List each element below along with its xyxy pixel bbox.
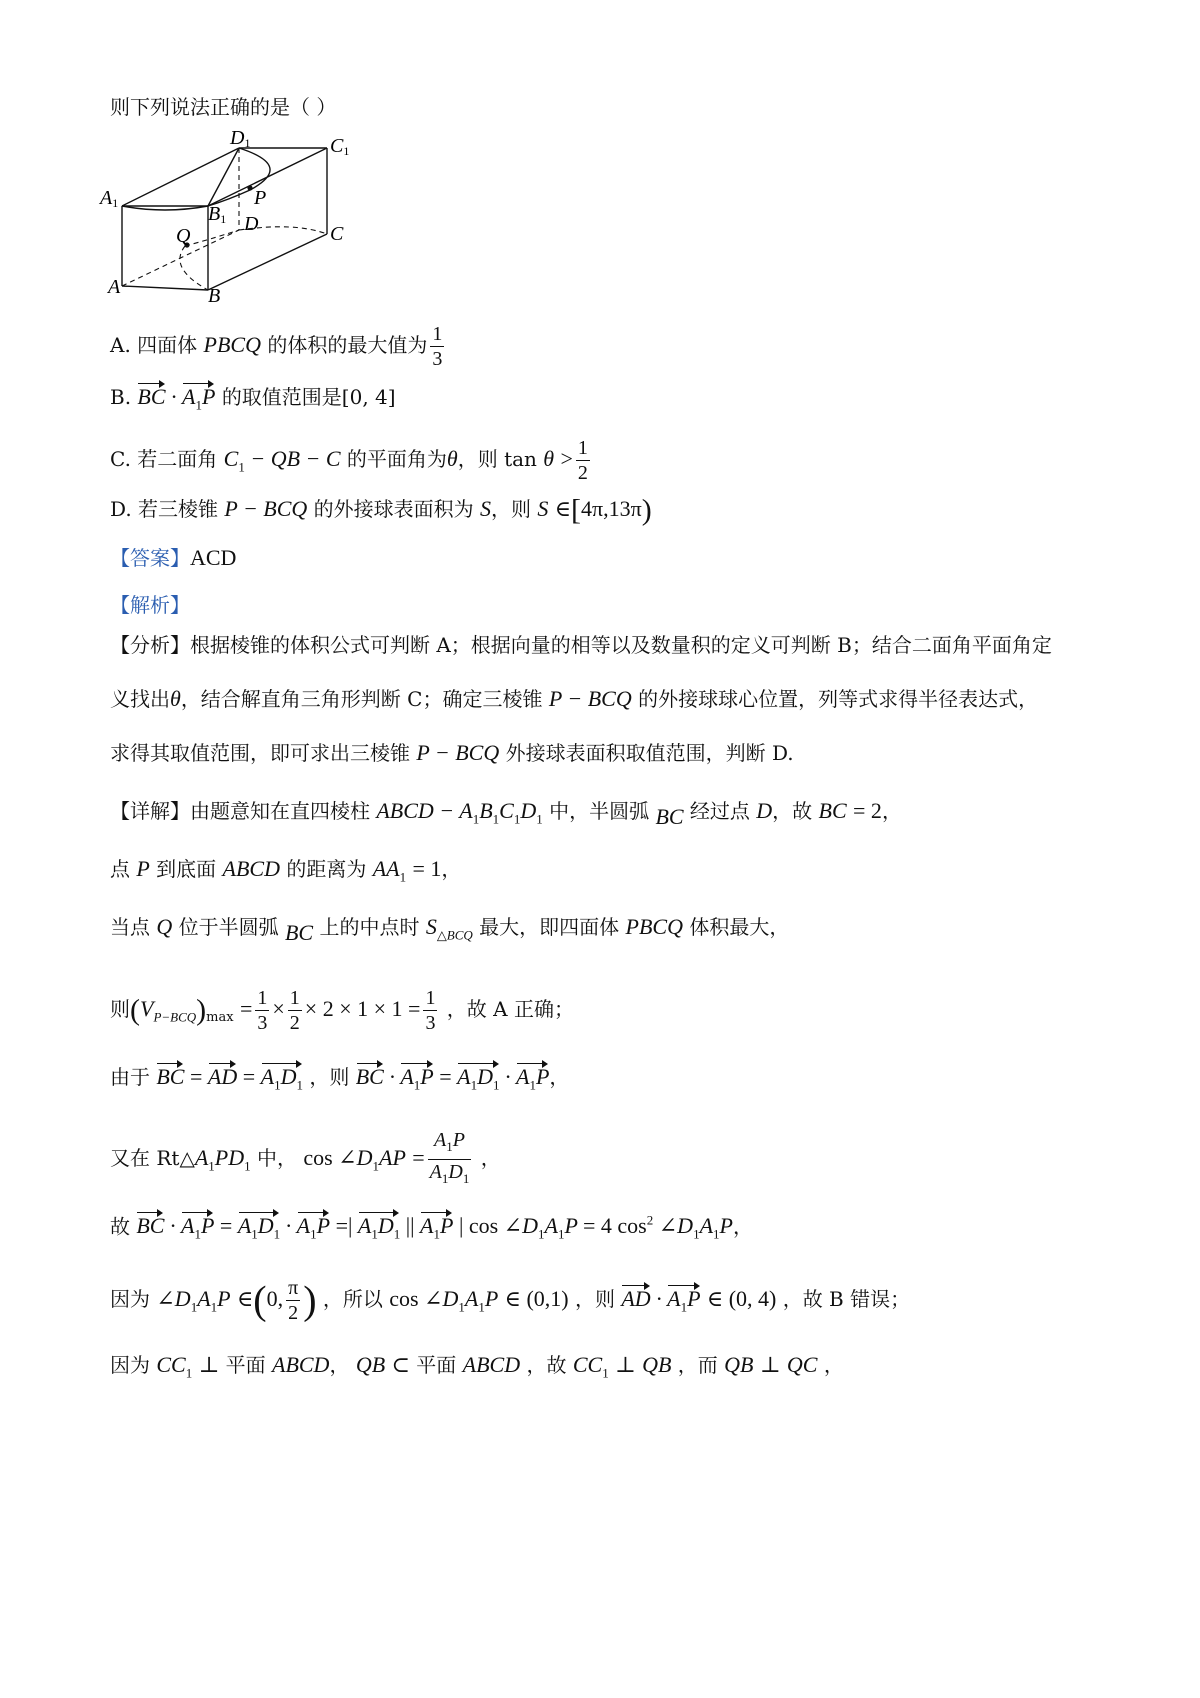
detail-line-7: 故 BC · $A_1P = A_1D_1 \cdot A_1P$ =| $A_1D_1$ || $A_1P$ | $\cos \angle D_1A_1P = 4$ $\cos^2$ $\angle D_1A_1P$，: [110, 1208, 753, 1248]
label-c: C: [330, 223, 344, 245]
detail-line-1: 【详解】由题意知在直四棱柱 ABCD − $A_1B_1C_1D_1$ 中，半圆弧 BC 经过点 D，故 BC = 2，: [110, 798, 902, 829]
detail-line-6: 又在 $Rt\triangle A_1PD_1$ 中， $\cos \angle D_1AP$ = $\frac{A_1P}{A_1D_1}$ ，: [110, 1129, 501, 1186]
analysis-heading: 【解析】: [110, 593, 190, 617]
label-a: A: [108, 276, 121, 298]
label-b: B: [208, 285, 221, 307]
label-d: D: [244, 213, 259, 235]
label-a1: A1: [100, 187, 119, 210]
fraction-one-third: $\frac{1}{3}$: [432, 323, 443, 370]
arc-q-b-hidden: [180, 246, 208, 290]
label-b1: B1: [208, 203, 227, 226]
detail-line-4: 则$(V_{P-BCQ})_{max}$ = $\frac{1}{3}$ × $\frac{1}{2}$ × 2 × 1 × 1 = $\frac{1}{3}$ ，故 A 正确；: [110, 987, 574, 1034]
edge-a-b: [122, 286, 208, 290]
detail-line-3: 当点 Q 位于半圆弧 BC 上的中点时 $S_{\triangle BCQ}$ 最大，即四面体 PBCQ 体积最大，: [110, 914, 790, 945]
analysis-line-1: 【分析】根据棱锥的体积公式可判断 A；根据向量的相等以及数量积的定义可判断 B；结合二面角平面角定: [110, 633, 1052, 657]
edge-c-b: [208, 234, 327, 290]
question-stem: 则下列说法正确的是（ ）: [110, 95, 337, 119]
detail-line-9: 因为 $CC_1$ ⊥ 平面 ABCD， QB ⊂ 平面 ABCD ，故 $CC_1$ ⊥ QB ，而 QB ⊥ QC ，: [110, 1352, 844, 1381]
answer-line: [110, 545, 236, 571]
detail-line-8: 因为 $\angle D_1A_1P$ ∈(0, $\frac{\pi}{2}$ ) ，所以 $\cos \angle D_1A_1P$ ∈ (0,1) ，则 AD · $A_1P$ ∈ (0, 4) ，故 B 错误；: [110, 1277, 911, 1324]
answer-tag: 【答案】: [110, 546, 190, 570]
arc-q-d-hidden: [185, 230, 239, 246]
label-p: P: [254, 187, 267, 209]
analysis-line-3: 求得其取值范围，即可求出三棱锥 P − BCQ 外接球表面积取值范围，判断 D.: [110, 740, 794, 765]
detail-line-5: 由于 BC = AD = $A_1D_1$ ，则 BC · $A_1P = A_1D_1 \cdot A_1P$，: [110, 1060, 569, 1098]
detail-line-2: 点 P 到底面 ABCD 的距离为 $AA_1 = 1$，: [110, 856, 462, 885]
option-c: C. 若二面角 $C_1$ − QB − C 的平面角为θ，则 tan θ > $\frac{1}{2}$: [110, 437, 588, 484]
option-a: A. 四面体 PBCQ 的体积的最大值为 $\frac{1}{3}$: [110, 323, 443, 370]
label-c1: C1: [330, 135, 350, 158]
edge-a1-d1: [122, 148, 239, 206]
label-d1: D1: [230, 127, 251, 150]
label-q: Q: [176, 225, 191, 247]
prism-figure: [100, 127, 370, 308]
fraction-one-half: $\frac{1}{2}$: [577, 437, 588, 484]
point-p: [247, 185, 252, 190]
option-d: D. 若三棱锥 P − BCQ 的外接球表面积为 S，则 S ∈[4π,13π): [110, 493, 652, 527]
analysis-line-2: 义找出θ，结合解直角三角形判断 C；确定三棱锥 P − BCQ 的外接球球心位置，列等式求得半径表达式，: [110, 686, 1039, 711]
option-b: B. BC · $A_1P$ 的取值范围是[0, 4]: [110, 380, 396, 418]
answer-value: ACD: [190, 545, 237, 570]
